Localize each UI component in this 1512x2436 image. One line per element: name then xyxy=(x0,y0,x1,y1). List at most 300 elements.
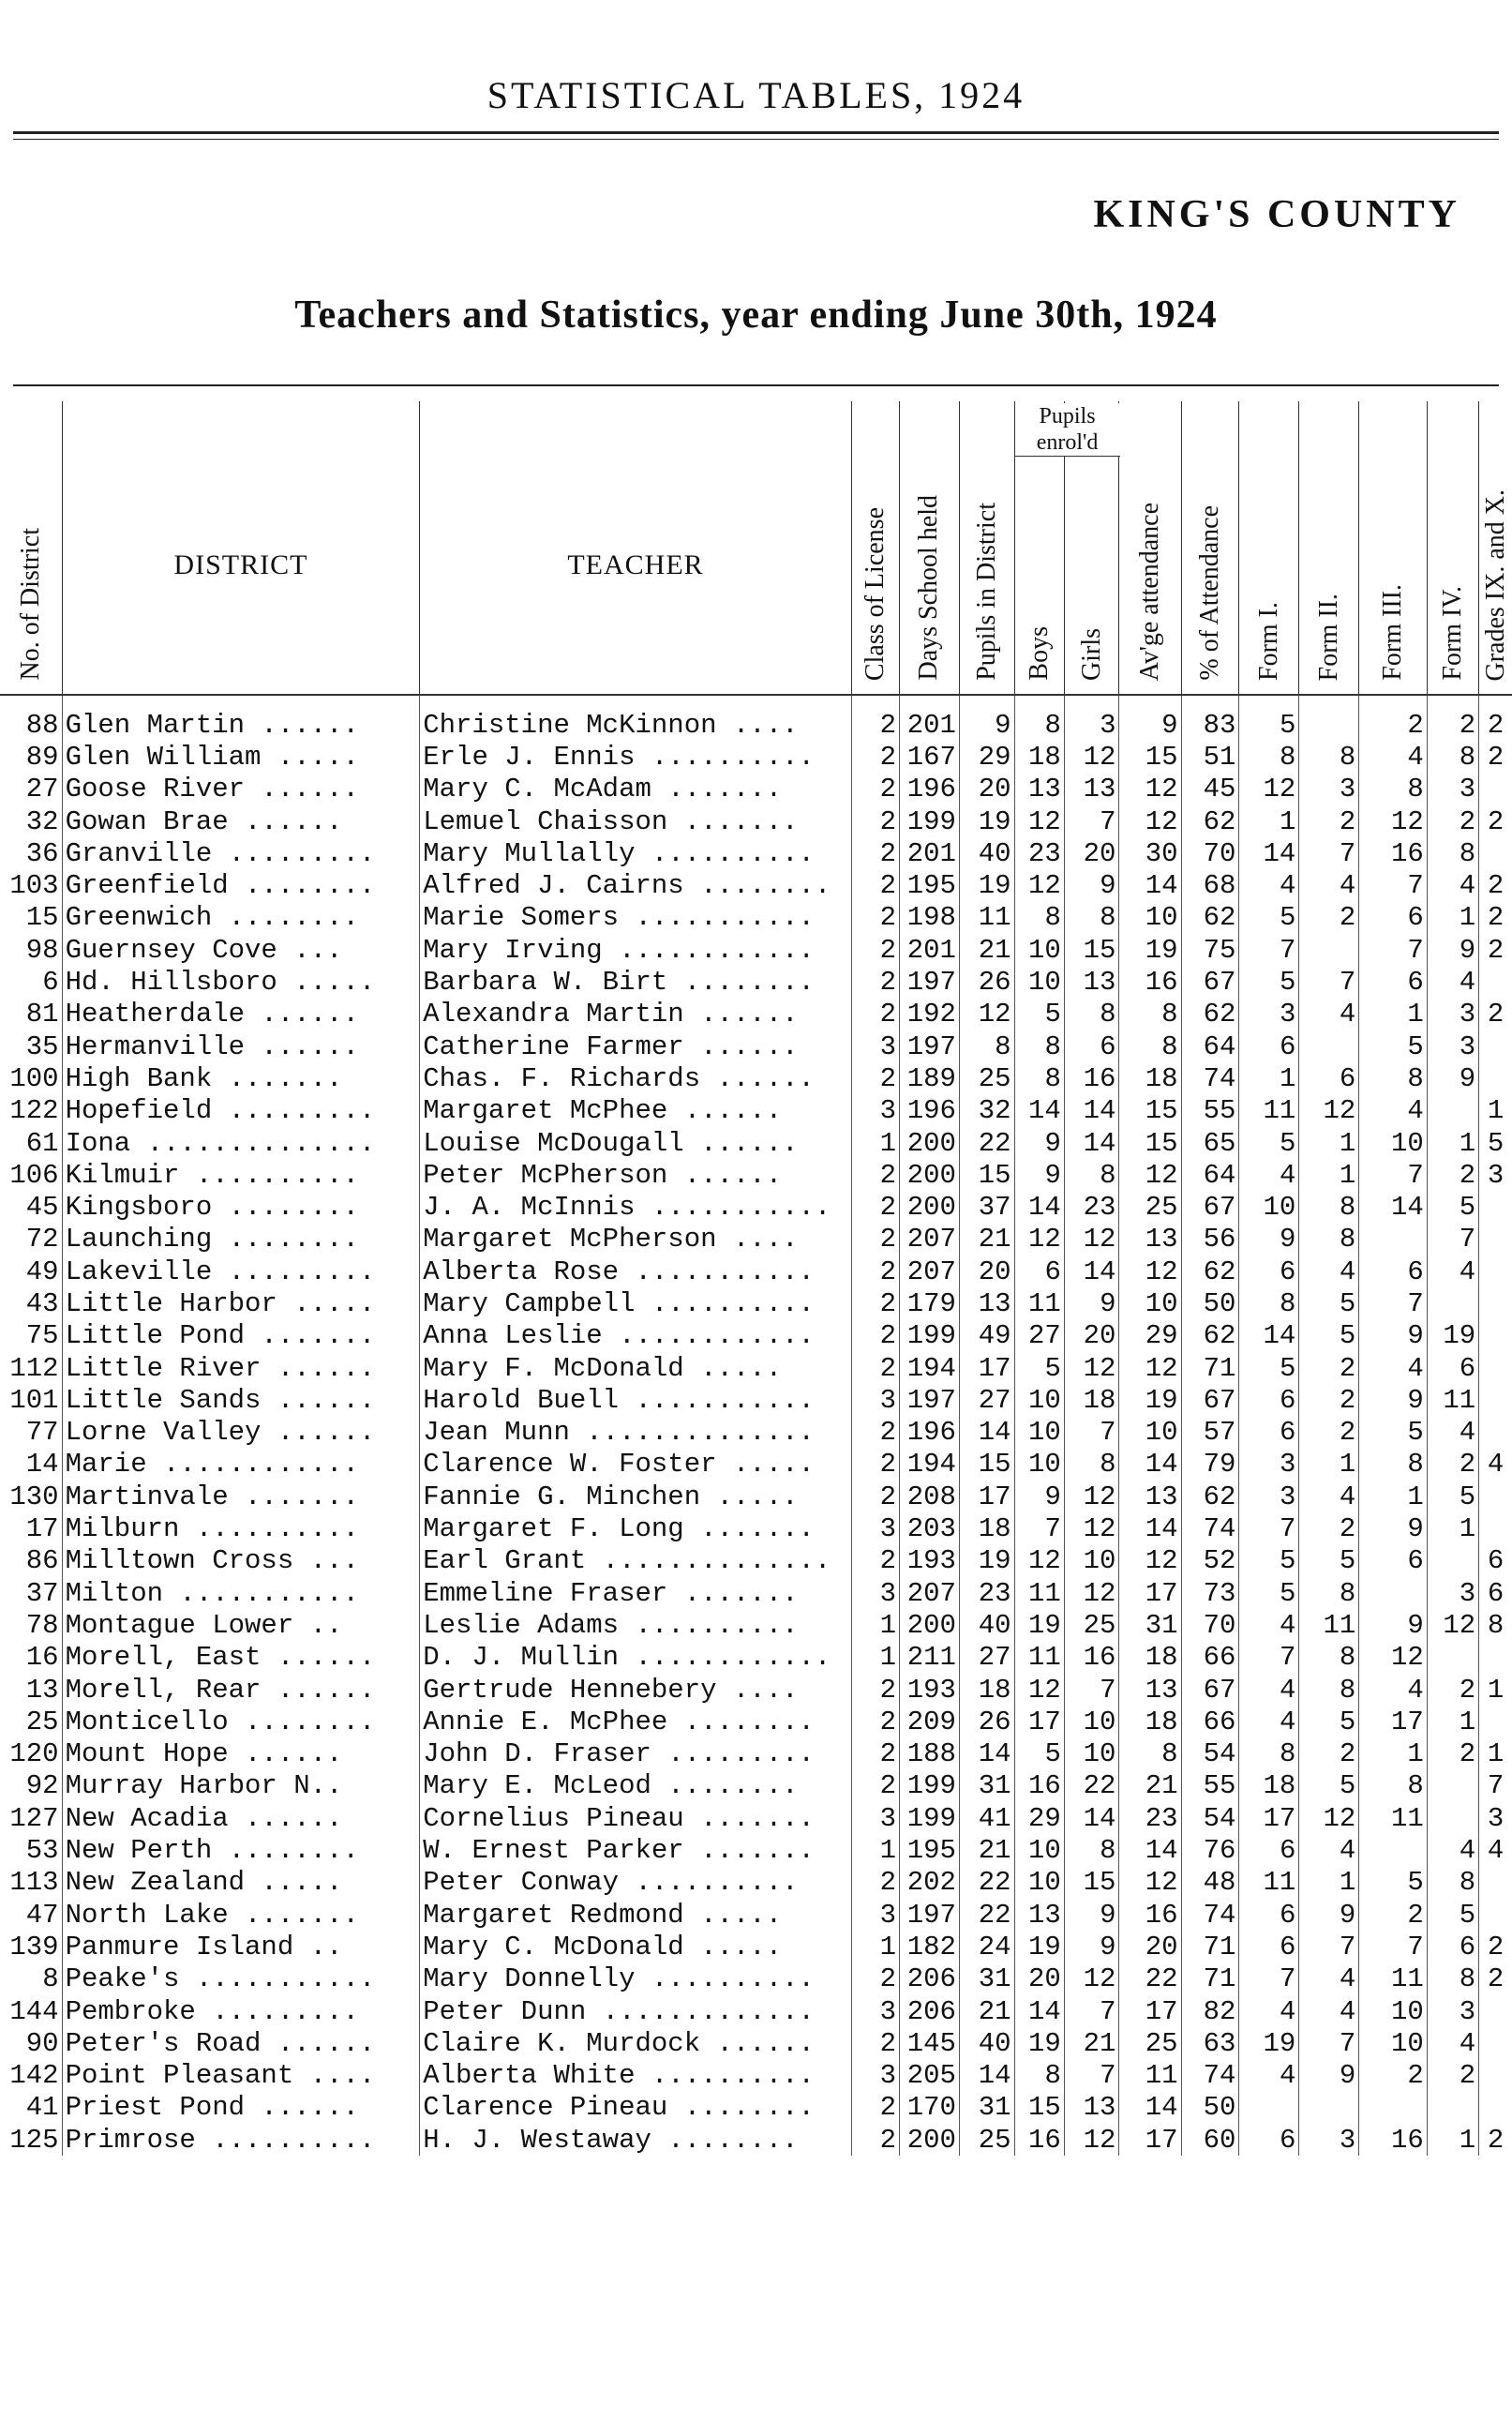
teacher-name: Mary E. McLeod ........ xyxy=(420,1770,852,1802)
teacher-name: Margaret McPherson .... xyxy=(420,1224,852,1256)
district-number: 16 xyxy=(25,1642,59,1674)
teacher-name: W. Ernest Parker ....... xyxy=(420,1834,852,1866)
days-held: 207 xyxy=(899,1224,959,1256)
table-row xyxy=(0,1256,1512,1287)
license-class: 3 xyxy=(851,1899,899,1931)
teacher-name: Barbara W. Birt ........ xyxy=(420,966,852,998)
form2-count: 12 xyxy=(1299,1095,1359,1127)
grades-count: 2 xyxy=(1479,1931,1512,1962)
percent-attendance: 64 xyxy=(1181,1030,1239,1062)
teacher-name: Annie E. McPhee ........ xyxy=(420,1706,852,1737)
form2-count: 7 xyxy=(1299,2027,1359,2059)
grades-count: 1 xyxy=(1479,1674,1512,1706)
form1-count: 3 xyxy=(1239,1449,1299,1481)
table-row xyxy=(0,741,1512,773)
boys-enrolled: 9 xyxy=(1014,1159,1064,1191)
days-held: 189 xyxy=(899,1062,959,1094)
form3-count: 6 xyxy=(1359,1256,1427,1287)
percent-attendance: 50 xyxy=(1181,2092,1239,2124)
teacher-name: Margaret McPhee ...... xyxy=(420,1095,852,1127)
form4-count: 4 xyxy=(1427,1834,1478,1866)
license-class: 3 xyxy=(851,1512,899,1544)
pupils-in-district: 22 xyxy=(959,1867,1014,1899)
days-held: 193 xyxy=(899,1545,959,1577)
form3-count: 5 xyxy=(1359,1867,1427,1899)
form3-count: 4 xyxy=(1359,1095,1427,1127)
district-number: 77 xyxy=(25,1417,59,1449)
form3-count: 4 xyxy=(1359,741,1427,773)
form2-count: 1 xyxy=(1299,1159,1359,1191)
form3-count: 12 xyxy=(1359,805,1427,837)
district-number: 142 xyxy=(9,2060,59,2092)
average-attendance: 21 xyxy=(1119,1770,1181,1802)
form2-count: 8 xyxy=(1299,1642,1359,1674)
teacher-name: Leslie Adams .......... xyxy=(420,1609,852,1641)
percent-attendance: 74 xyxy=(1181,1899,1239,1931)
grades-count xyxy=(1479,1384,1512,1416)
teacher-name: Mary Donnelly .......... xyxy=(420,1963,852,1995)
form1-count: 4 xyxy=(1239,1159,1299,1191)
table-row xyxy=(0,2092,1512,2124)
form4-count xyxy=(1427,1095,1478,1127)
form2-count: 1 xyxy=(1299,1127,1359,1159)
form4-count xyxy=(1427,2092,1478,2124)
girls-enrolled: 8 xyxy=(1064,1449,1119,1481)
district-number: 89 xyxy=(25,741,59,773)
table-top-rule xyxy=(13,384,1499,386)
average-attendance: 10 xyxy=(1119,1287,1181,1319)
form1-count: 6 xyxy=(1239,1834,1299,1866)
license-class: 2 xyxy=(851,2027,899,2059)
form4-count: 2 xyxy=(1427,1159,1478,1191)
pupils-in-district: 19 xyxy=(959,869,1014,901)
table-body xyxy=(0,695,1512,2156)
header-rule-thin xyxy=(13,139,1499,140)
boys-enrolled: 13 xyxy=(1014,1899,1064,1931)
form2-count: 4 xyxy=(1299,1481,1359,1512)
license-class: 2 xyxy=(851,1674,899,1706)
boys-enrolled: 5 xyxy=(1014,999,1064,1030)
teacher-name: Alberta Rose ........... xyxy=(420,1256,852,1287)
form2-count: 4 xyxy=(1299,869,1359,901)
grades-count xyxy=(1479,1062,1512,1094)
average-attendance: 11 xyxy=(1119,2059,1181,2091)
teacher-name: Alfred J. Cairns ........ xyxy=(420,869,852,901)
form4-count: 3 xyxy=(1427,774,1478,805)
grades-count xyxy=(1479,1256,1512,1287)
form3-count xyxy=(1359,1577,1427,1609)
boys-enrolled: 14 xyxy=(1014,1095,1064,1127)
days-held: 197 xyxy=(899,1030,959,1062)
form2-count: 5 xyxy=(1299,1545,1359,1577)
district-name: Launching ........ xyxy=(62,1224,420,1256)
girls-enrolled: 6 xyxy=(1064,1030,1119,1062)
form1-count xyxy=(1239,2092,1299,2124)
girls-enrolled: 12 xyxy=(1064,741,1119,773)
form3-count: 9 xyxy=(1359,1320,1427,1352)
grades-count: 2 xyxy=(1479,999,1512,1030)
form2-count xyxy=(1299,709,1359,741)
grades-count xyxy=(1479,837,1512,869)
form3-count: 12 xyxy=(1359,1642,1427,1674)
grades-count xyxy=(1479,1642,1512,1674)
boys-enrolled: 8 xyxy=(1014,1062,1064,1094)
district-name: Little Pond ....... xyxy=(62,1320,420,1352)
percent-attendance: 63 xyxy=(1181,2027,1239,2059)
girls-enrolled: 10 xyxy=(1064,1706,1119,1737)
district-number: 32 xyxy=(25,805,59,837)
table-row xyxy=(0,1449,1512,1481)
district-number: 88 xyxy=(25,709,59,741)
girls-enrolled: 13 xyxy=(1064,966,1119,998)
form2-count: 5 xyxy=(1299,1770,1359,1802)
percent-attendance: 67 xyxy=(1181,1384,1239,1416)
days-held: 200 xyxy=(899,1159,959,1191)
average-attendance: 18 xyxy=(1119,1706,1181,1737)
form1-count: 9 xyxy=(1239,1224,1299,1256)
license-class: 2 xyxy=(851,1159,899,1191)
form1-count: 17 xyxy=(1239,1802,1299,1834)
form1-count: 4 xyxy=(1239,2059,1299,2091)
percent-attendance: 66 xyxy=(1181,1642,1239,1674)
form3-count: 7 xyxy=(1359,1287,1427,1319)
district-number: 75 xyxy=(25,1320,59,1352)
girls-enrolled: 10 xyxy=(1064,1545,1119,1577)
form3-count: 17 xyxy=(1359,1706,1427,1737)
girls-enrolled: 20 xyxy=(1064,837,1119,869)
percent-attendance: 70 xyxy=(1181,1609,1239,1641)
district-number: 86 xyxy=(25,1545,59,1577)
percent-attendance: 67 xyxy=(1181,966,1239,998)
form1-count: 6 xyxy=(1239,1417,1299,1449)
license-class: 2 xyxy=(851,999,899,1030)
pupils-in-district: 26 xyxy=(959,966,1014,998)
district-number: 98 xyxy=(25,934,59,966)
girls-enrolled: 14 xyxy=(1064,1127,1119,1159)
district-name: New Acadia ...... xyxy=(62,1802,420,1834)
form2-count: 1 xyxy=(1299,1449,1359,1481)
grades-count: 1 xyxy=(1479,1738,1512,1770)
district-name: Goose River ...... xyxy=(62,774,420,805)
district-name: Monticello ........ xyxy=(62,1706,420,1737)
girls-enrolled: 18 xyxy=(1064,1384,1119,1416)
district-name: Guernsey Cove ... xyxy=(62,934,420,966)
form2-count: 3 xyxy=(1299,774,1359,805)
girls-enrolled: 7 xyxy=(1064,1995,1119,2027)
table-row xyxy=(0,1224,1512,1256)
grades-count xyxy=(1479,2092,1512,2124)
form4-count xyxy=(1427,1287,1478,1319)
percent-attendance: 57 xyxy=(1181,1417,1239,1449)
table-row xyxy=(0,1287,1512,1319)
grades-count xyxy=(1479,1481,1512,1512)
days-held: 207 xyxy=(899,1577,959,1609)
grades-count xyxy=(1479,1320,1512,1352)
percent-attendance: 56 xyxy=(1181,1224,1239,1256)
table-row xyxy=(0,1995,1512,2027)
form1-count: 5 xyxy=(1239,709,1299,741)
pupils-in-district: 40 xyxy=(959,837,1014,869)
pupils-in-district: 15 xyxy=(959,1159,1014,1191)
table-row xyxy=(0,1577,1512,1609)
teacher-name: Peter Dunn ............. xyxy=(420,1995,852,2027)
pupils-in-district: 14 xyxy=(959,2059,1014,2091)
average-attendance: 10 xyxy=(1119,1417,1181,1449)
form1-count: 6 xyxy=(1239,1030,1299,1062)
table-row xyxy=(0,1352,1512,1384)
average-attendance: 19 xyxy=(1119,934,1181,966)
grades-count: 5 xyxy=(1479,1127,1512,1159)
form4-count: 4 xyxy=(1427,966,1478,998)
form3-count: 11 xyxy=(1359,1963,1427,1995)
form3-count: 10 xyxy=(1359,1995,1427,2027)
days-held: 206 xyxy=(899,1963,959,1995)
district-name: Pembroke ......... xyxy=(62,1995,420,2027)
table-row xyxy=(0,1706,1512,1737)
form1-count: 4 xyxy=(1239,1609,1299,1641)
boys-enrolled: 17 xyxy=(1014,1706,1064,1737)
district-number: 78 xyxy=(25,1609,59,1641)
district-name: Glen William ..... xyxy=(62,741,420,773)
district-name: Milton ........... xyxy=(62,1577,420,1609)
district-name: New Perth ........ xyxy=(62,1834,420,1866)
days-held: 198 xyxy=(899,902,959,934)
form3-count: 14 xyxy=(1359,1191,1427,1223)
county-heading: KING'S COUNTY xyxy=(1093,193,1460,236)
license-class: 2 xyxy=(851,1770,899,1802)
form4-count: 1 xyxy=(1427,902,1478,934)
form1-count: 8 xyxy=(1239,1738,1299,1770)
license-class: 2 xyxy=(851,1287,899,1319)
pupils-in-district: 19 xyxy=(959,1545,1014,1577)
pupils-in-district: 23 xyxy=(959,1577,1014,1609)
form3-count: 6 xyxy=(1359,1545,1427,1577)
form4-count: 2 xyxy=(1427,709,1478,741)
license-class: 1 xyxy=(851,1127,899,1159)
days-held: 197 xyxy=(899,1899,959,1931)
col-header-teacher: TEACHER xyxy=(420,401,852,695)
table-row xyxy=(0,1609,1512,1641)
boys-enrolled: 18 xyxy=(1014,741,1064,773)
table-row xyxy=(0,1191,1512,1223)
district-name: Glen Martin ...... xyxy=(62,709,420,741)
form2-count xyxy=(1299,2092,1359,2124)
girls-enrolled: 9 xyxy=(1064,1287,1119,1319)
teacher-name: Mary C. McDonald ..... xyxy=(420,1931,852,1962)
percent-attendance: 52 xyxy=(1181,1545,1239,1577)
license-class: 2 xyxy=(851,1867,899,1899)
district-number: 47 xyxy=(25,1899,59,1931)
district-number: 27 xyxy=(25,774,59,805)
table-row xyxy=(0,709,1512,741)
girls-enrolled: 7 xyxy=(1064,2059,1119,2091)
pupils-in-district: 11 xyxy=(959,902,1014,934)
header-row xyxy=(0,401,1512,695)
average-attendance: 30 xyxy=(1119,837,1181,869)
teacher-name: Chas. F. Richards ...... xyxy=(420,1062,852,1094)
form3-count: 2 xyxy=(1359,1899,1427,1931)
average-attendance: 12 xyxy=(1119,1159,1181,1191)
boys-enrolled: 14 xyxy=(1014,1995,1064,2027)
grades-count: 6 xyxy=(1479,1545,1512,1577)
district-number: 49 xyxy=(25,1256,59,1287)
district-number: 6 xyxy=(42,967,59,999)
pupils-in-district: 21 xyxy=(959,1834,1014,1866)
girls-enrolled: 13 xyxy=(1064,2092,1119,2124)
days-held: 196 xyxy=(899,1417,959,1449)
girls-enrolled: 12 xyxy=(1064,1224,1119,1256)
teacher-name: Mary Irving ............ xyxy=(420,934,852,966)
average-attendance: 12 xyxy=(1119,805,1181,837)
statistics-table xyxy=(0,401,1512,2156)
form3-count: 2 xyxy=(1359,2059,1427,2091)
table-row xyxy=(0,934,1512,966)
pupils-in-district: 22 xyxy=(959,1899,1014,1931)
table-row xyxy=(0,1512,1512,1544)
district-number: 36 xyxy=(25,837,59,869)
boys-enrolled: 27 xyxy=(1014,1320,1064,1352)
boys-enrolled: 23 xyxy=(1014,837,1064,869)
percent-attendance: 71 xyxy=(1181,1931,1239,1962)
average-attendance: 31 xyxy=(1119,1609,1181,1641)
boys-enrolled: 10 xyxy=(1014,1834,1064,1866)
days-held: 207 xyxy=(899,1256,959,1287)
girls-enrolled: 14 xyxy=(1064,1802,1119,1834)
average-attendance: 13 xyxy=(1119,1481,1181,1512)
pupils-in-district: 41 xyxy=(959,1802,1014,1834)
percent-attendance: 71 xyxy=(1181,1963,1239,1995)
percent-attendance: 66 xyxy=(1181,1706,1239,1737)
boys-enrolled: 16 xyxy=(1014,2124,1064,2156)
table-row xyxy=(0,1770,1512,1802)
form2-count: 5 xyxy=(1299,1287,1359,1319)
girls-enrolled: 12 xyxy=(1064,1963,1119,1995)
teacher-name: Clarence W. Foster ..... xyxy=(420,1449,852,1481)
girls-enrolled: 16 xyxy=(1064,1062,1119,1094)
pupils-in-district: 26 xyxy=(959,1706,1014,1737)
average-attendance: 23 xyxy=(1119,1802,1181,1834)
license-class: 2 xyxy=(851,709,899,741)
license-class: 2 xyxy=(851,934,899,966)
license-class: 3 xyxy=(851,1030,899,1062)
teacher-name: Jean Munn .............. xyxy=(420,1417,852,1449)
girls-enrolled: 12 xyxy=(1064,1577,1119,1609)
days-held: 209 xyxy=(899,1706,959,1737)
form1-count: 11 xyxy=(1239,1867,1299,1899)
district-name: Hopefield ......... xyxy=(62,1095,420,1127)
girls-enrolled: 9 xyxy=(1064,1931,1119,1962)
district-name: Little Harbor ..... xyxy=(62,1287,420,1319)
license-class: 1 xyxy=(851,1834,899,1866)
average-attendance: 16 xyxy=(1119,966,1181,998)
form1-count: 5 xyxy=(1239,1127,1299,1159)
boys-enrolled: 10 xyxy=(1014,1449,1064,1481)
form1-count: 1 xyxy=(1239,805,1299,837)
percent-attendance: 62 xyxy=(1181,1481,1239,1512)
average-attendance: 12 xyxy=(1119,1256,1181,1287)
form3-count: 9 xyxy=(1359,1609,1427,1641)
grades-count: 2 xyxy=(1479,709,1512,741)
district-name: Kingsboro ........ xyxy=(62,1191,420,1223)
girls-enrolled: 9 xyxy=(1064,869,1119,901)
average-attendance: 29 xyxy=(1119,1320,1181,1352)
form1-count: 4 xyxy=(1239,1995,1299,2027)
days-held: 199 xyxy=(899,1802,959,1834)
form3-count xyxy=(1359,1224,1427,1256)
table-row xyxy=(0,1802,1512,1834)
form4-count: 9 xyxy=(1427,934,1478,966)
form4-count: 3 xyxy=(1427,1030,1478,1062)
boys-enrolled: 12 xyxy=(1014,1545,1064,1577)
form3-count: 7 xyxy=(1359,1159,1427,1191)
district-number: 43 xyxy=(25,1287,59,1319)
form4-count: 2 xyxy=(1427,1738,1478,1770)
grades-count: 2 xyxy=(1479,2124,1512,2156)
percent-attendance: 62 xyxy=(1181,999,1239,1030)
pupils-in-district: 27 xyxy=(959,1384,1014,1416)
district-name: Panmure Island .. xyxy=(62,1931,420,1962)
table-row xyxy=(0,2027,1512,2059)
grades-count: 4 xyxy=(1479,1834,1512,1866)
boys-enrolled: 12 xyxy=(1014,805,1064,837)
license-class: 2 xyxy=(851,774,899,805)
teacher-name: H. J. Westaway ........ xyxy=(420,2124,852,2156)
form3-count: 1 xyxy=(1359,1738,1427,1770)
form4-count: 3 xyxy=(1427,1577,1478,1609)
form2-count: 3 xyxy=(1299,2124,1359,2156)
form2-count: 2 xyxy=(1299,1512,1359,1544)
form1-count: 19 xyxy=(1239,2027,1299,2059)
form1-count: 7 xyxy=(1239,1963,1299,1995)
percent-attendance: 71 xyxy=(1181,1352,1239,1384)
form1-count: 5 xyxy=(1239,1577,1299,1609)
form1-count: 1 xyxy=(1239,1062,1299,1094)
percent-attendance: 51 xyxy=(1181,741,1239,773)
form2-count: 8 xyxy=(1299,1674,1359,1706)
grades-count: 4 xyxy=(1479,1449,1512,1481)
days-held: 201 xyxy=(899,709,959,741)
days-held: 211 xyxy=(899,1642,959,1674)
form1-count: 8 xyxy=(1239,1287,1299,1319)
boys-enrolled: 10 xyxy=(1014,934,1064,966)
pupils-in-district: 29 xyxy=(959,741,1014,773)
form2-count: 2 xyxy=(1299,1417,1359,1449)
days-held: 195 xyxy=(899,869,959,901)
pupils-in-district: 32 xyxy=(959,1095,1014,1127)
header-rule xyxy=(13,131,1499,134)
form1-count: 18 xyxy=(1239,1770,1299,1802)
grades-count xyxy=(1479,1030,1512,1062)
form4-count: 1 xyxy=(1427,2124,1478,2156)
table-row xyxy=(0,1931,1512,1962)
girls-enrolled: 12 xyxy=(1064,1512,1119,1544)
form3-count: 11 xyxy=(1359,1802,1427,1834)
teacher-name: Margaret F. Long ....... xyxy=(420,1512,852,1544)
district-name: Marie ............ xyxy=(62,1449,420,1481)
percent-attendance: 62 xyxy=(1181,805,1239,837)
form3-count: 6 xyxy=(1359,902,1427,934)
form4-count: 4 xyxy=(1427,1417,1478,1449)
teacher-name: Louise McDougall ...... xyxy=(420,1127,852,1159)
form2-count: 5 xyxy=(1299,1320,1359,1352)
district-name: New Zealand ..... xyxy=(62,1867,420,1899)
district-name: Mount Hope ...... xyxy=(62,1738,420,1770)
boys-enrolled: 9 xyxy=(1014,1481,1064,1512)
district-name: Greenfield ........ xyxy=(62,869,420,901)
license-class: 1 xyxy=(851,1642,899,1674)
girls-enrolled: 12 xyxy=(1064,2124,1119,2156)
form1-count: 3 xyxy=(1239,999,1299,1030)
